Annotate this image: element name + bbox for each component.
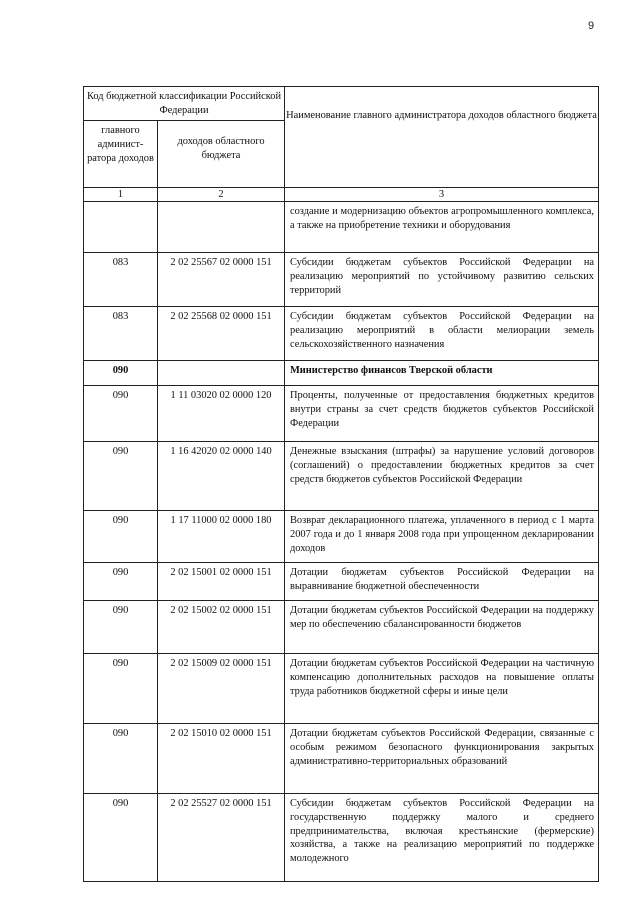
revenue-name-cell: Проценты, полученные от предоставления бюджетных кредитов внутри страны за счет средств бюджетов субъектов Российской Федерации [290, 390, 594, 429]
header-col-admin: главного админист-ратора доходов [84, 121, 158, 187]
budget-classification-table [83, 86, 599, 882]
revenue-code-cell: 1 11 03020 02 0000 120 [158, 386, 285, 441]
revenue-code-cell: 2 02 25567 02 0000 151 [158, 253, 285, 306]
revenue-name-cell: Денежные взыскания (штрафы) за нарушение условий договоров (соглашений) о предоставлении бюджетных кредитов за счет средств бюджетов субъектов Российской Федерации [290, 446, 594, 485]
revenue-name-cell: Дотации бюджетам субъектов Российской Федерации на частичную компенсацию дополнительных расходов на повышение оплаты труда работников бюджетной сферы и иные цели [290, 658, 594, 697]
revenue-code-cell: 2 02 25568 02 0000 151 [158, 307, 285, 360]
column-number-2: 2 [158, 188, 285, 201]
admin-code-cell: 090 [84, 563, 158, 600]
revenue-name-cell: Субсидии бюджетам субъектов Российской Федерации на реализацию мероприятий по устойчивому развитию сельских территорий [290, 257, 594, 296]
page-number: 9 [588, 20, 595, 32]
admin-code-cell: 090 [84, 442, 158, 510]
header-group-title: Код бюджетной классификации Российской Федерации [84, 87, 285, 121]
table-row [83, 601, 599, 654]
revenue-code-cell: 1 16 42020 02 0000 140 [158, 442, 285, 510]
admin-code-cell [84, 202, 158, 252]
revenue-code-cell [158, 361, 285, 385]
admin-code-cell: 090 [84, 386, 158, 441]
table-row [83, 253, 599, 307]
table-row [83, 386, 599, 442]
revenue-name-cell: Дотации бюджетам субъектов Российской Федерации на выравнивание бюджетной обеспеченности [290, 567, 594, 592]
table-row [83, 442, 599, 511]
table-row [83, 307, 599, 361]
table-row [83, 361, 599, 386]
revenue-code-cell: 2 02 15001 02 0000 151 [158, 563, 285, 600]
admin-code-cell: 090 [84, 601, 158, 653]
header-col-revenue: доходов областного бюджета [158, 121, 285, 187]
column-numbers-row [83, 188, 599, 202]
revenue-name-cell: Дотации бюджетам субъектов Российской Федерации на поддержку мер по обеспечению сбалансированности бюджетов [290, 605, 594, 630]
table-row [83, 794, 599, 882]
revenue-code-cell: 2 02 25527 02 0000 151 [158, 794, 285, 881]
admin-code-cell: 083 [84, 307, 158, 360]
table-row [83, 563, 599, 601]
table-row [83, 511, 599, 563]
revenue-name-cell: Министерство финансов Тверской области [290, 365, 493, 376]
revenue-code-cell: 1 17 11000 02 0000 180 [158, 511, 285, 562]
table-row [83, 202, 599, 253]
revenue-code-cell: 2 02 15002 02 0000 151 [158, 601, 285, 653]
admin-code-cell: 090 [84, 724, 158, 793]
admin-code-cell: 090 [84, 654, 158, 723]
column-number-1: 1 [84, 188, 158, 201]
revenue-name-cell: Дотации бюджетам субъектов Российской Федерации, связанные с особым режимом безопасного функционирования закрытых административно-территориальных образований [290, 728, 594, 767]
table-header [83, 86, 599, 188]
admin-code-cell: 083 [84, 253, 158, 306]
table-row [83, 654, 599, 724]
revenue-name-cell: Субсидии бюджетам субъектов Российской Федерации на государственную поддержку малого и среднего предпринимательства, включая крестьянские (фермерские) хозяйства, а также на реализацию мероприятий по поддержке молодежного [290, 798, 594, 865]
revenue-code-cell [158, 202, 285, 252]
revenue-code-cell: 2 02 15009 02 0000 151 [158, 654, 285, 723]
column-number-3: 3 [438, 189, 445, 200]
table-body [83, 202, 599, 882]
table-row [83, 724, 599, 794]
revenue-code-cell: 2 02 15010 02 0000 151 [158, 724, 285, 793]
revenue-name-cell: Субсидии бюджетам субъектов Российской Федерации на реализацию мероприятий в области мелиорации земель сельскохозяйственного назначения [290, 311, 594, 350]
admin-code-cell: 090 [84, 361, 158, 385]
admin-code-cell: 090 [84, 511, 158, 562]
header-col-name: Наименование главного администратора доходов областного бюджета [286, 110, 597, 121]
revenue-name-cell: создание и модернизацию объектов агропромышленного комплекса, а также на приобретение техники и оборудования [290, 206, 594, 231]
admin-code-cell: 090 [84, 794, 158, 881]
revenue-name-cell: Возврат декларационного платежа, уплаченного в период с 1 марта 2007 года и до 1 января 2008 года при упрощенном декларировании доходов [290, 515, 594, 554]
